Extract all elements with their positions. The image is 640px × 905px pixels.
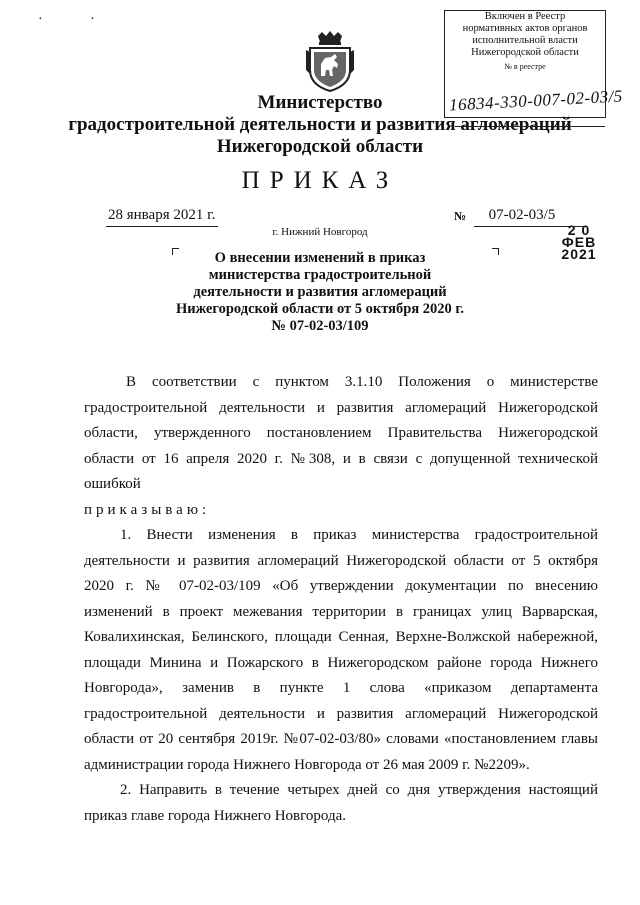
order-item-2: 2. Направить в течение четырех дней со дня утверждения настоящий приказ главе города Нижнего Новгорода. xyxy=(84,782,598,824)
coat-of-arms-icon xyxy=(304,30,356,92)
subject-line: деятельности и развития агломераций xyxy=(193,284,447,300)
document-city: г. Нижний Новгород xyxy=(272,226,368,238)
subject-line: № 07-02-03/109 xyxy=(271,318,369,334)
document-body xyxy=(84,370,598,829)
ministry-title-line: Нижегородской области xyxy=(216,136,424,157)
preamble-paragraph: В соответствии с пунктом 3.1.10 Положения о министерстве градостроительной деятельности и развития агломераций Нижегородской области, утвержденного постановлением Правительства Нижегородской области от 16 апреля 2020 г. №308, и в связи с допущенной технической ошибкой xyxy=(84,374,598,492)
number-sign: № xyxy=(454,209,467,223)
subject-line: Нижегородской области от 5 октября 2020 г. xyxy=(175,301,465,317)
ministry-title-line: градостроительной деятельности и развития агломераций xyxy=(68,114,572,135)
stamp-date: 2 0 ФЕВ 2021 xyxy=(561,222,597,262)
order-word: приказываю: xyxy=(84,501,211,518)
document-type: ПРИКАЗ xyxy=(241,167,399,194)
scan-dots: · · xyxy=(38,12,117,27)
subject-line: министерства градостроительной xyxy=(208,267,432,283)
stamp-line: Включен в Реестр xyxy=(484,11,566,22)
stamp-registry-number: 16834-330-007-02-03/5 xyxy=(448,86,624,115)
stamp-overlap-line xyxy=(455,126,605,127)
stamp-line: исполнительной власти xyxy=(472,35,578,46)
stamp-line: нормативных актов органов xyxy=(462,23,588,34)
stamp-line: Нижегородской области xyxy=(471,47,579,58)
number-underline xyxy=(474,226,584,227)
document-subject xyxy=(0,250,640,335)
ministry-title-line: Министерство xyxy=(257,92,383,113)
stamp-registry-label: № в реестре xyxy=(504,62,546,71)
order-item-1: 1. Внести изменения в приказ министерства градостроительной деятельности и развития агломераций Нижегородской области от 5 октября 2020 г. № 07-02-03/109 «Об утверждении документации по внесению изменений в проект межевания территории в границах улиц Варварская, Ковалихинская, Белинского, площади Сенная, Верхне-Волжской набережной, площади Минина и Пожарского в Нижегородском районе города Нижнего Новгорода», заменив в пункте 1 слова «приказом департамента градостроительной деятельности и развития агломераций Нижегородской области от 20 сентября 2019г. №07-02-03/80» словами «постановлением главы администрации города Нижнего Новгорода от 26 мая 2009 г. №2209». xyxy=(84,527,598,773)
document-date: 28 января 2021 г. xyxy=(108,207,216,223)
subject-line: О внесении изменений в приказ xyxy=(214,250,426,266)
document-number: 07-02-03/5 xyxy=(488,207,556,223)
